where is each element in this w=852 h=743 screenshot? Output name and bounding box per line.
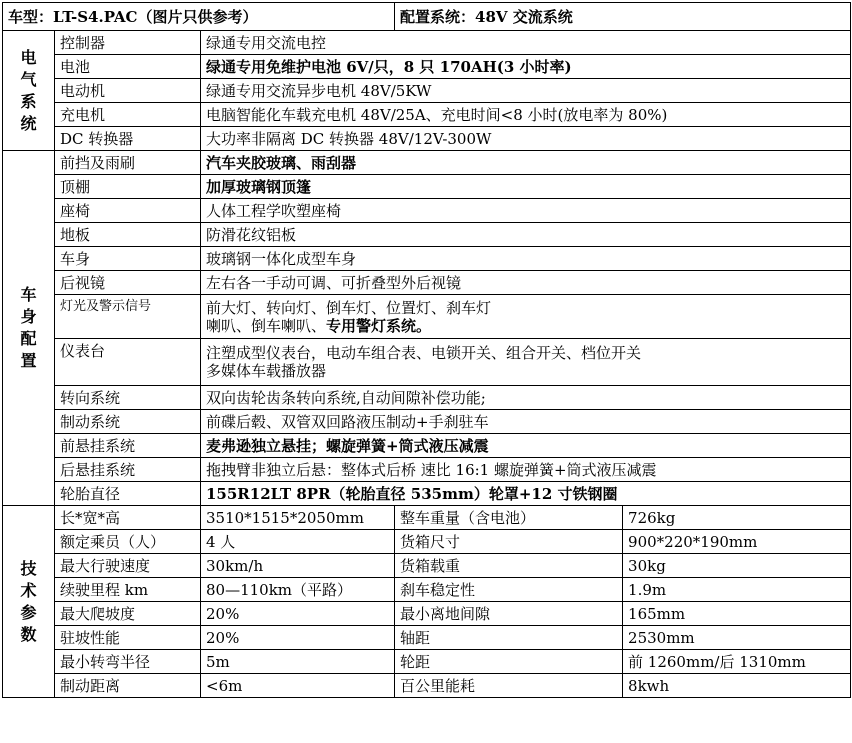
param-label: 刹车稳定性 bbox=[395, 578, 623, 602]
param-row bbox=[3, 650, 851, 674]
spec-row bbox=[3, 223, 851, 247]
param-value: 2530mm bbox=[623, 626, 851, 650]
param-label: 制动距离 bbox=[55, 674, 201, 698]
spec-value: 前大灯、转向灯、倒车灯、位置灯、刹车灯 喇叭、倒车喇叭、专用警灯系统。 bbox=[201, 295, 851, 339]
spec-label: 前悬挂系统 bbox=[55, 434, 201, 458]
spec-value: 绿通专用交流异步电机 48V/5KW bbox=[201, 79, 851, 103]
spec-label: 座椅 bbox=[55, 199, 201, 223]
spec-label: 轮胎直径 bbox=[55, 482, 201, 506]
param-label: 额定乘员（人） bbox=[55, 530, 201, 554]
param-label: 驻坡性能 bbox=[55, 626, 201, 650]
spec-value: 大功率非隔离 DC 转换器 48V/12V-300W bbox=[201, 127, 851, 151]
spec-value: 双向齿轮齿条转向系统,自动间隙补偿功能; bbox=[201, 386, 851, 410]
param-row bbox=[3, 530, 851, 554]
spec-label: 转向系统 bbox=[55, 386, 201, 410]
system-title: 配置系统：48V 交流系统 bbox=[395, 3, 851, 31]
spec-label: 前挡及雨刷 bbox=[55, 151, 201, 175]
param-label: 货箱尺寸 bbox=[395, 530, 623, 554]
spec-row bbox=[3, 482, 851, 506]
spec-row bbox=[3, 271, 851, 295]
spec-label: 控制器 bbox=[55, 31, 201, 55]
spec-value: 电脑智能化车载充电机 48V/25A、充电时间<8 小时(放电率为 80%) bbox=[201, 103, 851, 127]
param-value: 80—110km（平路） bbox=[201, 578, 395, 602]
spec-value: 注塑成型仪表台，电动车组合表、电锁开关、组合开关、档位开关 多媒体车载播放器 bbox=[201, 339, 851, 386]
spec-value: 汽车夹胶玻璃、雨刮器 bbox=[201, 151, 851, 175]
spec-value: 拖拽臂非独立后悬：整体式后桥 速比 16:1 螺旋弹簧+筒式液压减震 bbox=[201, 458, 851, 482]
param-label: 轴距 bbox=[395, 626, 623, 650]
spec-row bbox=[3, 339, 851, 386]
param-label: 货箱载重 bbox=[395, 554, 623, 578]
model-title: 车型：LT-S4.PAC（图片只供参考） bbox=[3, 3, 395, 31]
param-value: 8kwh bbox=[623, 674, 851, 698]
spec-label: 电动机 bbox=[55, 79, 201, 103]
category-tech: 技 术 参 数 bbox=[3, 506, 55, 698]
spec-row bbox=[3, 55, 851, 79]
spec-value: 前碟后毂、双管双回路液压制动+手刹驻车 bbox=[201, 410, 851, 434]
param-label: 长*宽*高 bbox=[55, 506, 201, 530]
spec-row bbox=[3, 151, 851, 175]
param-label: 最小转弯半径 bbox=[55, 650, 201, 674]
spec-value: 麦弗逊独立悬挂；螺旋弹簧+筒式液压减震 bbox=[201, 434, 851, 458]
spec-value: 绿通专用交流电控 bbox=[201, 31, 851, 55]
spec-label: 灯光及警示信号 bbox=[55, 295, 201, 339]
spec-value: 玻璃钢一体化成型车身 bbox=[201, 247, 851, 271]
param-row bbox=[3, 626, 851, 650]
param-label: 轮距 bbox=[395, 650, 623, 674]
param-value: 30kg bbox=[623, 554, 851, 578]
spec-value: 人体工程学吹塑座椅 bbox=[201, 199, 851, 223]
spec-row bbox=[3, 79, 851, 103]
spec-row bbox=[3, 127, 851, 151]
param-label: 最大爬坡度 bbox=[55, 602, 201, 626]
param-row bbox=[3, 602, 851, 626]
spec-value: 左右各一手动可调、可折叠型外后视镜 bbox=[201, 271, 851, 295]
param-value: 1.9m bbox=[623, 578, 851, 602]
spec-label: DC 转换器 bbox=[55, 127, 201, 151]
category-body: 车 身 配 置 bbox=[3, 151, 55, 506]
param-value: 前 1260mm/后 1310mm bbox=[623, 650, 851, 674]
spec-row bbox=[3, 295, 851, 339]
param-value: 165mm bbox=[623, 602, 851, 626]
spec-row bbox=[3, 458, 851, 482]
spec-table bbox=[2, 2, 851, 698]
spec-value: 加厚玻璃钢顶篷 bbox=[201, 175, 851, 199]
spec-row bbox=[3, 103, 851, 127]
param-value: <6m bbox=[201, 674, 395, 698]
header-row bbox=[3, 3, 851, 31]
param-label: 整车重量（含电池） bbox=[395, 506, 623, 530]
param-value: 20% bbox=[201, 602, 395, 626]
param-row bbox=[3, 554, 851, 578]
param-label: 最大行驶速度 bbox=[55, 554, 201, 578]
spec-label: 地板 bbox=[55, 223, 201, 247]
spec-value: 155R12LT 8PR（轮胎直径 535mm）轮罩+12 寸铁钢圈 bbox=[201, 482, 851, 506]
param-value: 4 人 bbox=[201, 530, 395, 554]
spec-label: 后悬挂系统 bbox=[55, 458, 201, 482]
spec-row bbox=[3, 434, 851, 458]
spec-label: 顶棚 bbox=[55, 175, 201, 199]
spec-label: 充电机 bbox=[55, 103, 201, 127]
spec-row bbox=[3, 386, 851, 410]
spec-row bbox=[3, 175, 851, 199]
param-label: 最小离地间隙 bbox=[395, 602, 623, 626]
param-value: 726kg bbox=[623, 506, 851, 530]
param-label: 续驶里程 km bbox=[55, 578, 201, 602]
spec-label: 车身 bbox=[55, 247, 201, 271]
spec-row bbox=[3, 247, 851, 271]
spec-row bbox=[3, 31, 851, 55]
spec-row bbox=[3, 199, 851, 223]
spec-label: 电池 bbox=[55, 55, 201, 79]
spec-value: 防滑花纹铝板 bbox=[201, 223, 851, 247]
param-value: 5m bbox=[201, 650, 395, 674]
param-row bbox=[3, 674, 851, 698]
spec-label: 仪表台 bbox=[55, 339, 201, 386]
param-row bbox=[3, 578, 851, 602]
param-label: 百公里能耗 bbox=[395, 674, 623, 698]
spec-label: 制动系统 bbox=[55, 410, 201, 434]
spec-label: 后视镜 bbox=[55, 271, 201, 295]
param-row bbox=[3, 506, 851, 530]
param-value: 20% bbox=[201, 626, 395, 650]
category-electrical: 电 气 系 统 bbox=[3, 31, 55, 151]
param-value: 900*220*190mm bbox=[623, 530, 851, 554]
param-value: 3510*1515*2050mm bbox=[201, 506, 395, 530]
param-value: 30km/h bbox=[201, 554, 395, 578]
spec-value: 绿通专用免维护电池 6V/只，8 只 170AH(3 小时率) bbox=[201, 55, 851, 79]
spec-row bbox=[3, 410, 851, 434]
